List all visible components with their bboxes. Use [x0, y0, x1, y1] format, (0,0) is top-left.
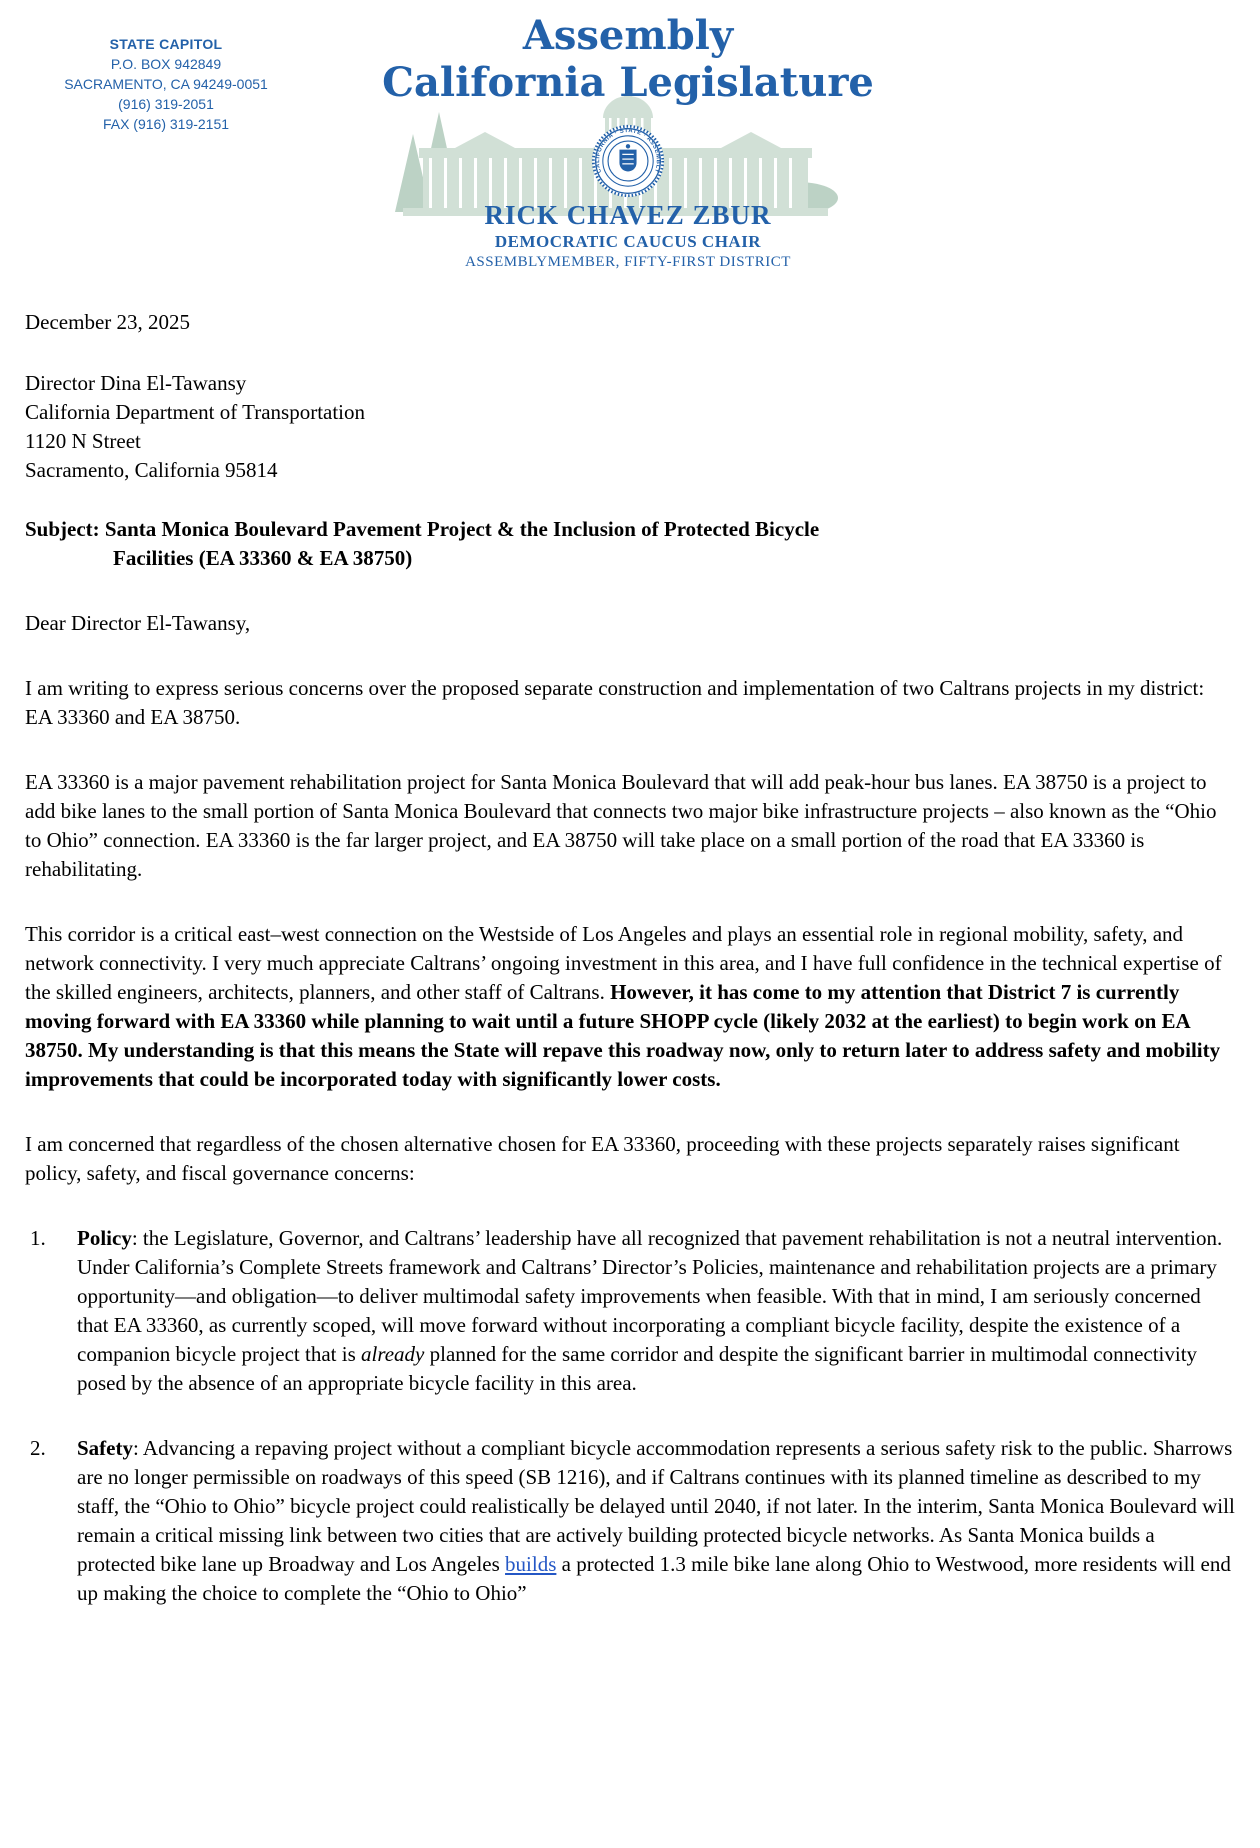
text-run: : the Legislature, Governor, and Caltrans’ leadership have all recognized that pavement rehabilitation is not a neutral intervention. Under California’s Complete Streets framework and Caltrans’ Director’s Policies, maintenance and rehabilitation projects are a primary opportunity—and obligation—to deliver multimodal safety improvements when feasible. With that in mind, I am seriously concerned that EA 33360, as currently scoped, will move forward without incorporating a compliant bicycle facility, despite the existence of a companion bicycle project that is: [77, 1226, 1223, 1366]
recipient-line: Director Dina El-Tawansy: [25, 371, 247, 395]
paragraph: [25, 768, 1235, 884]
seal-text: CALIFORNIA · STATE · ASSEMBLY: [595, 128, 661, 174]
list-item-text: [77, 1224, 1235, 1398]
text-run: : Advancing a repaving project without a compliant bicycle accommodation represents a serious safety risk to the public. Sharrows are no longer permissible on roadways of this speed (SB 1216), and if Caltrans continues with its planned timeline as described to my staff, the “Ohio to Ohio” bicycle project could realistically be delayed until 2040, if not later. In the interim, Santa Monica Boulevard will remain a critical missing link between two cities that are actively building protected bicycle networks. As Santa Monica builds a protected bike lane up Broadway and Los Angeles: [77, 1436, 1235, 1576]
office-contact-block: [54, 34, 278, 134]
letter-body: [25, 674, 1235, 1608]
text-run: I am concerned that regardless of the chosen alternative chosen for EA 33360, proceeding with these projects separately raises significant policy, safety, and fiscal governance concerns:: [25, 1132, 1180, 1185]
list-item: [25, 1224, 1235, 1398]
list-item: [25, 1434, 1235, 1608]
subject-line-1: Subject: Santa Monica Boulevard Pavement Project & the Inclusion of Protected Bicycle: [25, 517, 820, 541]
text-run: However, it has come to my attention that District 7 is currently moving forward with EA 33360 while planning to wait until a future SHOPP cycle (likely 2032 at the earliest) to begin work on EA 38750. My understanding is that this means the State will repave this roadway now, only to return later to address safety and mobility improvements that could be incorporated today with significantly lower costs.: [25, 980, 1221, 1091]
subject-line: [25, 515, 1235, 573]
list-item-number: 1.: [30, 1226, 46, 1250]
letterhead: [0, 0, 1260, 272]
recipient-address-block: [25, 369, 1235, 485]
member-name: RICK CHAVEZ ZBUR: [484, 200, 772, 230]
letter-date: December 23, 2025: [25, 310, 191, 334]
contact-line: FAX (916) 319-2151: [102, 116, 230, 132]
letter-content: [0, 308, 1260, 1608]
text-run: already: [361, 1342, 425, 1366]
text-run: EA 33360 is a major pavement rehabilitation project for Santa Monica Boulevard that will add peak-hour bus lanes. EA 38750 is a project to add bike lanes to the small portion of Santa Monica Boulevard that connects two major bike infrastructure projects – also known as the “Ohio to Ohio” connection. EA 33360 is the far larger project, and EA 38750 will take place on a small portion of the road that EA 33360 is rehabilitating.: [25, 770, 1217, 881]
member-title: DEMOCRATIC CAUCUS CHAIR: [494, 232, 762, 251]
text-run: Policy: [77, 1226, 132, 1250]
text-run: a protected 1.3 mile bike lane along Ohio to Westwood, more residents will end up making the choice to complete the “Ohio to Ohio”: [77, 1552, 1231, 1605]
list-item-number: 2.: [30, 1436, 46, 1460]
masthead-assembly: Assembly: [522, 12, 734, 59]
recipient-line: California Department of Transportation: [25, 400, 366, 424]
recipient-line: 1120 N Street: [25, 429, 141, 453]
text-run: I am writing to express serious concerns over the proposed separate construction and implementation of two Caltrans projects in my district: EA 33360 and EA 38750.: [25, 676, 1205, 729]
text-run: Safety: [77, 1436, 133, 1460]
inline-link[interactable]: builds: [505, 1552, 557, 1576]
salutation: Dear Director El-Tawansy,: [25, 611, 251, 635]
recipient-line: Sacramento, California 95814: [25, 458, 278, 482]
state-assembly-seal: [590, 123, 666, 199]
paragraph: [25, 1130, 1235, 1188]
list-item-text: [77, 1434, 1235, 1608]
contact-line: STATE CAPITOL: [109, 36, 223, 52]
member-district: ASSEMBLYMEMBER, FIFTY-FIRST DISTRICT: [465, 254, 791, 270]
paragraph: [25, 920, 1235, 1094]
subject-line-2: Facilities (EA 33360 & EA 38750): [113, 546, 413, 570]
masthead-california-legislature: California Legislature: [382, 59, 874, 106]
contact-line: P.O. BOX 942849: [110, 56, 222, 72]
text-run: planned for the same corridor and despite the significant barrier in multimodal connectivity posed by the absence of an appropriate bicycle facility in this area.: [77, 1342, 1198, 1395]
contact-line: (916) 319-2051: [118, 96, 214, 112]
paragraph: [25, 674, 1235, 732]
text-run: This corridor is a critical east–west connection on the Westside of Los Angeles and plays an essential role in regional mobility, safety, and network connectivity. I very much appreciate Caltrans’ ongoing investment in this area, and I have full confidence in the technical expertise of the skilled engineers, architects, planners, and other staff of Caltrans.: [25, 922, 1222, 1004]
contact-line: SACRAMENTO, CA 94249-0051: [64, 76, 268, 92]
